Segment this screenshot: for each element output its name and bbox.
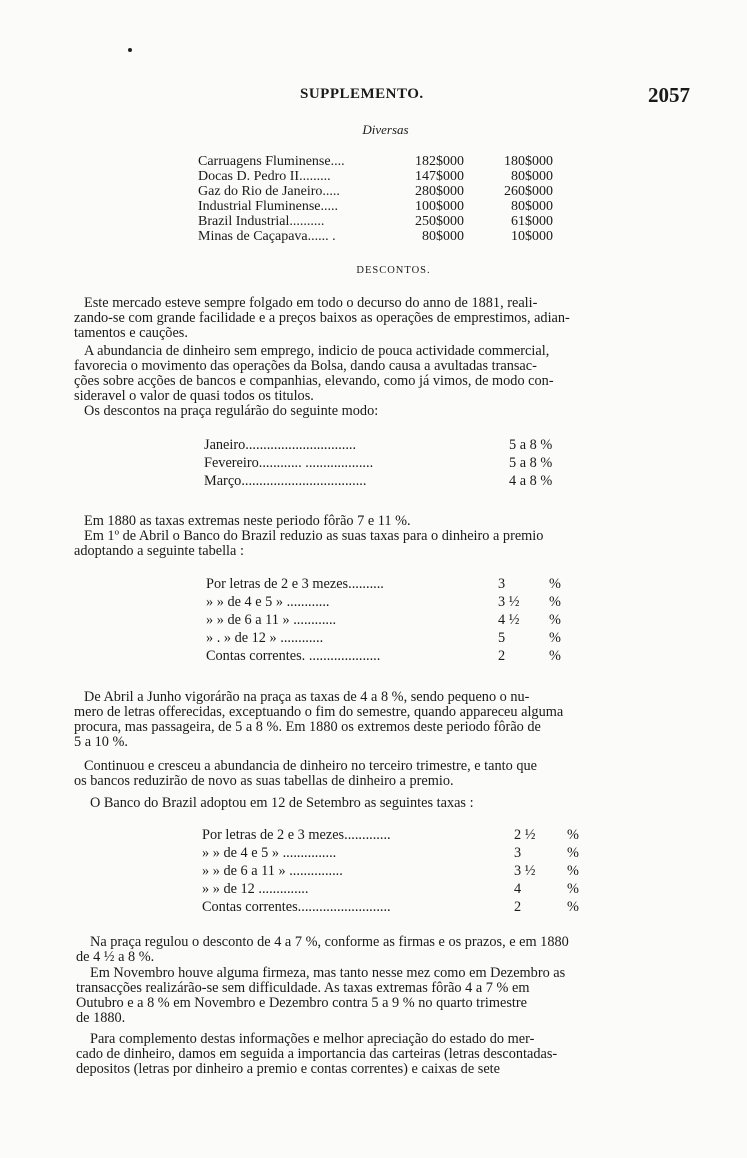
rate-value: 3 xyxy=(498,576,506,592)
text-line: de 4 ½ a 8 %. xyxy=(76,949,155,965)
text-line: os bancos reduzirão de novo as suas tabellas de dinheiro a premio. xyxy=(74,773,454,789)
table-row xyxy=(204,472,584,490)
rate-value: 2 xyxy=(514,899,522,915)
table-row xyxy=(198,154,578,169)
rate-value: 4 ½ xyxy=(498,612,520,628)
text-line: cado de dinheiro, damos em seguida a importancia das carteiras (letras descontadas- xyxy=(76,1046,558,1062)
paragraph xyxy=(84,404,704,419)
table-row xyxy=(202,880,602,898)
text-line: Em 1880 as taxas extremas neste periodo fôrão 7 e 11 %. xyxy=(84,513,411,529)
term-label: Contas correntes. .................... xyxy=(206,648,381,664)
stock-name: Gaz do Rio de Janeiro..... xyxy=(198,184,340,199)
bank-rate-table-september xyxy=(202,826,602,916)
paragraph xyxy=(84,514,704,529)
text-line: Este mercado esteve sempre folgado em todo o decurso do anno de 1881, reali- xyxy=(84,295,538,311)
text-line: O Banco do Brazil adoptou em 12 de Setembro as seguintes taxas : xyxy=(90,795,474,811)
section-title-diversas: Diversas xyxy=(362,122,409,137)
text-line: Continuou e cresceu a abundancia de dinheiro no terceiro trimestre, e tanto que xyxy=(84,758,537,774)
stock-value-2: 260$000 xyxy=(504,184,553,199)
table-row xyxy=(198,199,578,214)
rate-value: 3 ½ xyxy=(498,594,520,610)
rate-value: 2 xyxy=(498,648,506,664)
stock-value-2: 10$000 xyxy=(511,229,553,244)
text-line: Em Novembro houve alguma firmeza, mas tanto nesse mez como em Dezembro as xyxy=(90,965,566,981)
table-row xyxy=(198,184,578,199)
table-row xyxy=(202,826,602,844)
stock-value-1: 182$000 xyxy=(415,154,464,169)
term-label: » » de 6 a 11 » ............ xyxy=(206,612,337,628)
text-line: De Abril a Junho vigorárão na praça as taxas de 4 a 8 %, sendo pequeno o nu- xyxy=(84,689,530,705)
table-row xyxy=(202,844,602,862)
paragraph xyxy=(74,528,704,559)
text-line: sideravel o valor de quasi todos os titulos. xyxy=(74,388,314,404)
percent-unit: % xyxy=(567,899,579,915)
month-label: Março................................... xyxy=(204,473,367,489)
text-line: tamentos e cauções. xyxy=(74,325,188,341)
stock-table xyxy=(198,154,578,244)
text-line: zando-se com grande facilidade e a preços baixos as operações de emprestimos, adian- xyxy=(74,310,570,326)
stock-name: Brazil Industrial.......... xyxy=(198,214,325,229)
paragraph xyxy=(74,343,704,404)
term-label: Por letras de 2 e 3 mezes............. xyxy=(202,827,391,843)
table-row xyxy=(202,862,602,880)
table-row xyxy=(198,229,578,244)
percent-unit: % xyxy=(549,576,561,592)
stock-value-2: 61$000 xyxy=(511,214,553,229)
rate-value: 5 xyxy=(498,630,506,646)
text-line: mero de letras offerecidas, exceptuando o fim do semestre, quando appareceu alguma xyxy=(74,704,564,720)
stock-value-1: 80$000 xyxy=(422,229,464,244)
stock-name: Industrial Fluminense..... xyxy=(198,199,338,214)
rate-value: 2 ½ xyxy=(514,827,536,843)
paragraph xyxy=(76,934,704,965)
running-title: SUPPLEMENTO. xyxy=(300,86,424,102)
monthly-rates xyxy=(204,436,584,490)
percent-unit: % xyxy=(567,881,579,897)
percent-unit: % xyxy=(567,845,579,861)
text-line: 5 a 10 %. xyxy=(74,734,128,750)
percent-unit: % xyxy=(549,594,561,610)
term-label: » » de 4 e 5 » ............ xyxy=(206,594,330,610)
term-label: Contas correntes.......................... xyxy=(202,899,391,915)
table-row xyxy=(206,593,586,611)
text-line: Para complemento destas informações e melhor apreciação do estado do mer- xyxy=(90,1031,535,1047)
term-label: » . » de 12 » ............ xyxy=(206,630,324,646)
percent-unit: % xyxy=(567,863,579,879)
text-line: favorecia o movimento das operações da Bolsa, dando causa a avultadas transac- xyxy=(74,358,537,374)
percent-unit: % xyxy=(549,630,561,646)
percent-unit: % xyxy=(549,648,561,664)
stock-value-2: 80$000 xyxy=(511,169,553,184)
text-line: procura, mas passageira, de 5 a 8 %. Em 1880 os extremos deste periodo fôrão de xyxy=(74,719,541,735)
term-label: » » de 6 a 11 » ............... xyxy=(202,863,343,879)
text-line: Outubro e a 8 % em Novembro e Dezembro contra 5 a 9 % no quarto trimestre xyxy=(76,995,527,1011)
table-row xyxy=(204,454,584,472)
rate-value: 5 a 8 % xyxy=(509,455,553,471)
rate-value: 5 a 8 % xyxy=(509,437,553,453)
month-label: Fevereiro............ ................... xyxy=(204,455,374,471)
stock-value-1: 147$000 xyxy=(415,169,464,184)
stock-name: Docas D. Pedro II......... xyxy=(198,169,331,184)
percent-unit: % xyxy=(549,612,561,628)
text-line: A abundancia de dinheiro sem emprego, indicio de pouca actividade commercial, xyxy=(84,343,550,359)
paragraph xyxy=(90,796,710,811)
table-row xyxy=(198,169,578,184)
bank-rate-table-april xyxy=(206,575,586,665)
text-line: ções sobre acções de bancos e companhias, elevando, como já vimos, de modo con- xyxy=(74,373,554,389)
text-line: Na praça regulou o desconto de 4 a 7 %, conforme as firmas e os prazos, e em 1880 xyxy=(90,934,569,950)
text-line: adoptando a seguinte tabella : xyxy=(74,543,244,559)
paragraph xyxy=(74,689,704,750)
paragraph xyxy=(74,758,704,789)
stock-name: Carruagens Fluminense.... xyxy=(198,154,345,169)
text-line: Os descontos na praça regulárão do seguinte modo: xyxy=(84,403,379,419)
rate-value: 4 a 8 % xyxy=(509,473,553,489)
text-line: Em 1º de Abril o Banco do Brazil reduzio as suas taxas para o dinheiro a premio xyxy=(84,528,544,544)
section-title-descontos: DESCONTOS. xyxy=(356,265,431,276)
stock-value-1: 250$000 xyxy=(415,214,464,229)
month-label: Janeiro............................... xyxy=(204,437,357,453)
text-line: de 1880. xyxy=(76,1010,126,1026)
table-row xyxy=(202,898,602,916)
text-line: depositos (letras por dinheiro a premio e contas correntes) e caixas de sete xyxy=(76,1061,500,1077)
rate-value: 3 ½ xyxy=(514,863,536,879)
stock-value-2: 180$000 xyxy=(504,154,553,169)
percent-unit: % xyxy=(567,827,579,843)
table-row xyxy=(206,629,586,647)
paragraph xyxy=(76,965,704,1026)
table-row xyxy=(198,214,578,229)
ink-dot xyxy=(128,48,132,52)
term-label: » » de 4 e 5 » ............... xyxy=(202,845,337,861)
term-label: » » de 12 .............. xyxy=(202,881,309,897)
stock-value-2: 80$000 xyxy=(511,199,553,214)
table-row xyxy=(206,647,586,665)
table-row xyxy=(206,575,586,593)
paragraph xyxy=(76,1031,704,1077)
rate-value: 4 xyxy=(514,881,522,897)
paragraph xyxy=(74,295,704,341)
rate-value: 3 xyxy=(514,845,522,861)
table-row xyxy=(204,436,584,454)
stock-name: Minas de Caçapava...... . xyxy=(198,229,336,244)
table-row xyxy=(206,611,586,629)
page-header xyxy=(0,83,747,110)
term-label: Por letras de 2 e 3 mezes.......... xyxy=(206,576,384,592)
page-number: 2057 xyxy=(648,83,690,107)
stock-value-1: 280$000 xyxy=(415,184,464,199)
text-line: transacções realizárão-se sem difficuldade. As taxas extremas fôrão 4 a 7 % em xyxy=(76,980,530,996)
stock-value-1: 100$000 xyxy=(415,199,464,214)
